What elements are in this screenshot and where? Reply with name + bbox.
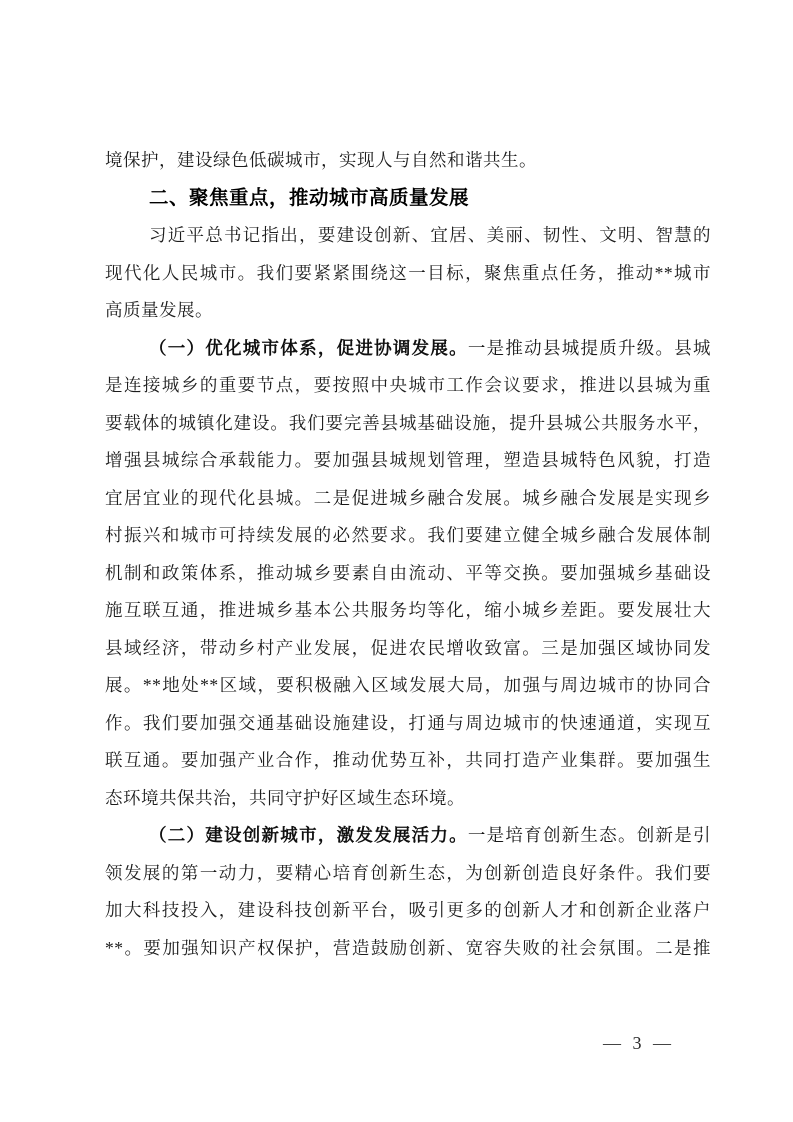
text-segment: 高质量发展。: [105, 300, 213, 320]
text-line-11: [105, 517, 711, 555]
text-segment: 三是加强区域协同发: [541, 637, 711, 658]
text-segment: 施互联互通，推进城乡基本公共服务均等化，缩小城乡差距。要发展壮大: [105, 600, 711, 620]
text-segment: 增强县城综合承载能力。要加强县城规划管理，塑造县城特色风貌，打造: [105, 450, 711, 470]
text-segment: 展。: [105, 675, 143, 695]
text-segment: 是连接城乡的重要节点，要按照中央城市工作会议要求，推进以县城为重: [105, 375, 711, 395]
text-segment: 村振兴和城市可持续发展的必然要求。我们要建立健全城乡融合发展体制: [105, 525, 711, 545]
text-segment: （二）建设创新城市，激发发展活力。: [149, 825, 468, 845]
text-segment: 一是推动县城提质升级。: [467, 337, 675, 358]
text-segment: 创新是引: [636, 825, 711, 845]
text-segment: 境保护，建设绿色低碳城市，实现人与自然和谐共生。: [105, 150, 537, 170]
text-line-8: [105, 405, 711, 443]
text-line-6: [105, 330, 711, 368]
text-line-7: [105, 367, 711, 405]
text-segment: 联互通。要加强产业合作，推动优势互补，共同打造产业集群。要加强生: [105, 750, 711, 770]
text-segment: 要载体的城镇化建设。我们要完善县城基础设施，提升县城公共服务水平，: [105, 412, 711, 433]
text-line-10: [105, 480, 711, 518]
text-line-14: [105, 630, 711, 668]
text-segment: 态环境共保共治，共同守护好区域生态环境。: [105, 787, 465, 808]
text-line-5: [105, 292, 711, 330]
text-segment: 县域经济，带动乡村产业发展，促进农民增收致富。: [105, 637, 542, 658]
text-line-17: [105, 742, 711, 780]
text-segment: 习近平总书记指出，要建设创新、宜居、美丽、韧性、文明、智慧的: [149, 225, 711, 245]
section-heading: 二、聚焦重点，推动城市高质量发展: [149, 186, 470, 209]
text-segment: 二是推: [655, 937, 711, 958]
text-line-2: [105, 180, 711, 218]
text-segment: 现代化人民城市。我们要紧紧围绕这一目标，聚焦重点任务，推动**城市: [105, 262, 711, 283]
text-line-9: [105, 442, 711, 480]
text-segment: 机制和政策体系，推动城乡要素自由流动、平等交换。要加强城乡基础设: [105, 562, 711, 583]
text-line-16: [105, 705, 711, 743]
text-line-4: [105, 255, 711, 293]
text-line-20: [105, 855, 711, 893]
text-segment: **。要加强知识产权保护，营造鼓励创新、宽容失败的社会氛围。: [105, 937, 656, 958]
text-segment: 作。我们要加强交通基础设施建设，打通与周边城市的快速通道，实现互: [105, 712, 711, 733]
text-line-19: [105, 817, 711, 855]
text-segment: 县城: [674, 337, 711, 358]
text-line-18: [105, 780, 711, 818]
text-line-3: [105, 217, 711, 255]
text-segment: （一）优化城市体系，促进协调发展。: [149, 337, 468, 358]
text-segment: 城乡融合发展是实现乡: [522, 487, 711, 508]
text-segment: 加大科技投入，建设科技创新平台，吸引更多的创新人才和创新企业落户: [105, 900, 711, 920]
text-line-1: [105, 142, 711, 180]
text-segment: 二是促进城乡融合发展。: [313, 487, 523, 508]
text-line-13: [105, 592, 711, 630]
text-segment: 宜居宜业的现代化县城。: [105, 487, 314, 508]
text-line-12: [105, 555, 711, 593]
text-segment: 一是培育创新生态。: [467, 825, 637, 845]
text-line-22: [105, 930, 711, 968]
page-number: — 3 —: [603, 1033, 671, 1053]
text-segment: 领发展的第一动力，要精心培育创新生态，为创新创造良好条件。我们要: [105, 862, 711, 883]
text-area: [105, 142, 711, 967]
text-segment: **地处**区域，要积极融入区域发展大局，加强与周边城市的协同合: [142, 675, 711, 695]
text-line-21: [105, 892, 711, 930]
text-line-15: [105, 667, 711, 705]
